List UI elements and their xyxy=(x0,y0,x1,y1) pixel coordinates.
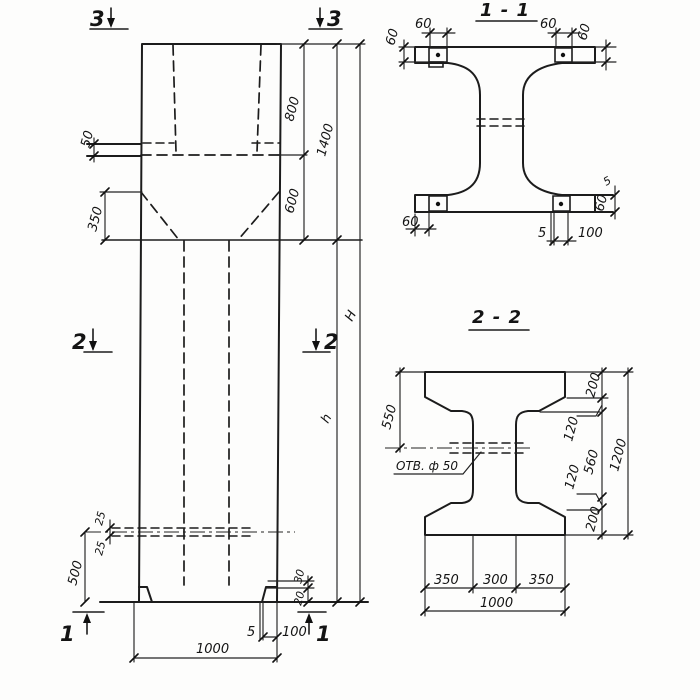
dim-2-2-120-top: 120 xyxy=(561,415,583,444)
dim-1-1-bottom-left-60: 60 xyxy=(402,215,419,230)
dim-2-2-120-bot: 120 xyxy=(562,463,584,492)
anchor-dot-bottom-left xyxy=(436,202,440,206)
section-marker-3-right xyxy=(309,7,342,31)
section-1-1-view xyxy=(383,0,619,245)
inner-wall-hidden-right xyxy=(257,45,261,152)
dim-25-top-label: 25 xyxy=(92,509,109,527)
dim-5-label: 5 xyxy=(247,625,256,640)
dim-2-2-1200: 1200 xyxy=(607,437,631,474)
dim-100-label: 100 xyxy=(282,625,307,640)
section-marker-1-left xyxy=(60,612,104,646)
dim-2-2-350-right: 350 xyxy=(529,573,554,588)
section-marker-3-left xyxy=(90,7,128,31)
elevation-view xyxy=(60,7,368,662)
hole-hidden-1-1 xyxy=(477,119,526,126)
dim-1-1-bottom-100: 100 xyxy=(578,226,603,241)
hole-label: ОТВ. ф 50 xyxy=(396,459,458,473)
marker-1-left-arrow xyxy=(83,613,91,623)
section-2-2-title: 2 - 2 xyxy=(472,307,523,328)
marker-3-right-label: 3 xyxy=(327,7,342,31)
dim-2-2-1000: 1000 xyxy=(480,596,514,611)
dim-1-1-left-60: 60 xyxy=(383,27,403,48)
dim-30-label: 30 xyxy=(291,567,308,585)
dim-800-label: 800 xyxy=(282,95,304,124)
plate-top-left-lip xyxy=(429,62,443,67)
section-2-2-dim-lines xyxy=(396,368,633,616)
marker-2-left-label: 2 xyxy=(72,330,87,354)
dim-20-label: 20 xyxy=(291,589,308,607)
dim-2-2-300: 300 xyxy=(483,573,508,588)
marker-3-left-label: 3 xyxy=(90,7,105,31)
inner-wall-hidden-left xyxy=(173,45,176,152)
dim-1-1-bottom-5: 5 xyxy=(538,226,547,241)
hole-hidden-2-2 xyxy=(450,443,524,453)
dim-25-bot-label: 25 xyxy=(92,539,109,557)
section-1-1-title: 1 - 1 xyxy=(480,0,531,21)
dim-1-1-top-left-60: 60 xyxy=(415,17,432,32)
dim-2-2-350-left: 350 xyxy=(434,573,459,588)
marker-1-right-arrow xyxy=(305,613,313,623)
anchor-dot-bottom-right xyxy=(559,202,563,206)
dim-600-label: 600 xyxy=(282,187,304,216)
dim-1000-label: 1000 xyxy=(196,642,230,657)
marker-1-left-label: 1 xyxy=(60,622,75,646)
marker-3-right-arrow xyxy=(316,18,324,28)
dim-2-2-560: 560 xyxy=(581,448,603,477)
hole-callout xyxy=(394,452,481,474)
anchor-dot-top-right xyxy=(561,53,565,57)
dim-2-2-200-top: 200 xyxy=(583,371,605,400)
dim-1400-label: 1400 xyxy=(314,122,338,159)
marker-1-right-label: 1 xyxy=(316,622,331,646)
dim-50-label: 50 xyxy=(78,129,98,150)
dim-1-1-bottom-right-v60: 60 xyxy=(592,193,612,214)
dim-2-2-550: 550 xyxy=(379,403,401,432)
dim-1-1-bottom-right-5: 5 xyxy=(601,173,614,189)
section-2-2-dim-ticks xyxy=(396,368,632,615)
marker-2-left-arrow xyxy=(89,341,97,351)
marker-2-left-lines xyxy=(84,329,112,352)
marker-3-left-arrow xyxy=(107,18,115,28)
dim-1-1-top-right-v60: 60 xyxy=(575,22,595,43)
dim-500-label: 500 xyxy=(65,559,87,588)
embedded-plates-1-1 xyxy=(429,48,613,212)
section-marker-2-right xyxy=(303,329,339,354)
section-marker-2-left xyxy=(72,329,112,354)
column-outline xyxy=(139,44,281,602)
marker-2-right-arrow xyxy=(312,341,320,351)
section-1-1-outline xyxy=(415,47,595,212)
dim-2-2-200-bot: 200 xyxy=(583,505,605,534)
marker-2-right-label: 2 xyxy=(324,330,339,354)
dim-h-label: h xyxy=(318,411,336,426)
column-feet xyxy=(139,587,277,602)
section-2-2-view xyxy=(379,307,633,616)
dim-1-1-top-right-60: 60 xyxy=(540,17,557,32)
dim-350-label: 350 xyxy=(85,205,107,234)
dim-H-label: H xyxy=(342,308,361,324)
anchor-dot-top-left xyxy=(436,53,440,57)
haunch-diagonal-left xyxy=(141,192,179,240)
haunch-diagonal-right xyxy=(238,192,279,240)
